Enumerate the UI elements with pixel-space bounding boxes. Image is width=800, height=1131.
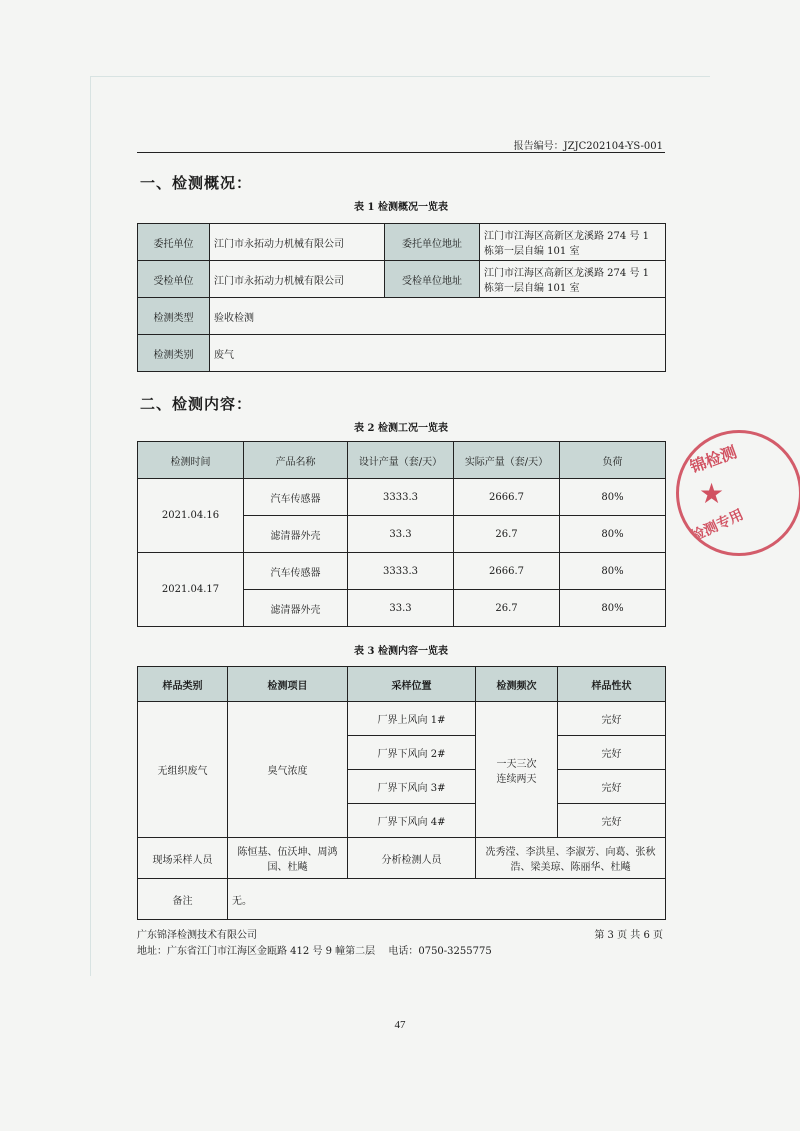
column-header: 样品类别 [138, 667, 228, 702]
sample-state: 完好 [558, 736, 666, 770]
table2-caption: 表 2 检测工况一览表 [354, 423, 448, 434]
product-name: 滤清器外壳 [244, 516, 348, 553]
remark-value: 无。 [228, 879, 666, 920]
table-value: 废气 [210, 335, 666, 372]
field-sampling-label: 现场采样人员 [138, 838, 228, 879]
table-row [138, 298, 666, 335]
table-value: 江门市永拓动力机械有限公司 [210, 224, 385, 261]
test-date: 2021.04.17 [138, 553, 244, 627]
actual-output: 2666.7 [454, 553, 560, 590]
table-value: 江门市永拓动力机械有限公司 [210, 261, 385, 298]
table-label: 检测类别 [138, 335, 210, 372]
column-header: 检测时间 [138, 442, 244, 479]
table-row [138, 224, 666, 261]
page-number: 47 [394, 1019, 406, 1031]
header-rule [137, 152, 665, 153]
table-label: 委托单位 [138, 224, 210, 261]
table-row [138, 553, 666, 590]
table-row [138, 702, 666, 736]
table-label: 受检单位地址 [385, 261, 480, 298]
seal-star-icon: ★ [699, 477, 725, 510]
working-condition-table [137, 441, 666, 627]
table-row [138, 335, 666, 372]
field-sampling-people: 陈恒基、伍沃坤、周鸿国、杜飚 [228, 838, 348, 879]
table-header-row [138, 442, 666, 479]
remark-label: 备注 [138, 879, 228, 920]
column-header: 检测频次 [476, 667, 558, 702]
load-percent: 80% [560, 479, 666, 516]
seal-text-top: 锦检测 [687, 442, 740, 477]
sampling-position: 厂界下风向 2# [348, 736, 476, 770]
table-row [138, 479, 666, 516]
analysis-label: 分析检测人员 [348, 838, 476, 879]
table-row [138, 879, 666, 920]
design-output: 3333.3 [348, 553, 454, 590]
product-name: 滤清器外壳 [244, 590, 348, 627]
section-title-content: 二、检测内容： [140, 395, 253, 413]
column-header: 采样位置 [348, 667, 476, 702]
table-label: 委托单位地址 [385, 224, 480, 261]
actual-output: 26.7 [454, 516, 560, 553]
actual-output: 2666.7 [454, 479, 560, 516]
sampling-position: 厂界上风向 1# [348, 702, 476, 736]
column-header: 样品性状 [558, 667, 666, 702]
design-output: 33.3 [348, 516, 454, 553]
scan-frame-line [90, 76, 91, 976]
sampling-position: 厂界下风向 4# [348, 804, 476, 838]
table-value: 江门市江海区高新区龙溪路 274 号 1 栋第一层自编 101 室 [480, 261, 666, 298]
sample-state: 完好 [558, 770, 666, 804]
load-percent: 80% [560, 553, 666, 590]
table-row [138, 838, 666, 879]
footer-company: 广东锦泽检测技术有限公司 [137, 930, 257, 941]
sampling-position: 厂界下风向 3# [348, 770, 476, 804]
table-header-row [138, 667, 666, 702]
column-header: 设计产量（套/天） [348, 442, 454, 479]
table-label: 检测类型 [138, 298, 210, 335]
table-value: 验收检测 [210, 298, 666, 335]
footer-page-info: 第 3 页 共 6 页 [594, 930, 663, 941]
analysis-people: 冼秀滢、李洪星、李淑芳、向葛、张秋浩、梁美琼、陈丽华、杜飚 [476, 838, 666, 879]
overview-table [137, 223, 666, 372]
table-value: 江门市江海区高新区龙溪路 274 号 1 栋第一层自编 101 室 [480, 224, 666, 261]
column-header: 负荷 [560, 442, 666, 479]
section-title-overview: 一、检测概况： [140, 174, 253, 192]
design-output: 33.3 [348, 590, 454, 627]
column-header: 检测项目 [228, 667, 348, 702]
table3-caption: 表 3 检测内容一览表 [354, 646, 448, 657]
column-header: 实际产量（套/天） [454, 442, 560, 479]
design-output: 3333.3 [348, 479, 454, 516]
actual-output: 26.7 [454, 590, 560, 627]
test-date: 2021.04.16 [138, 479, 244, 553]
report-number: 报告编号：JZJC202104-YS-001 [513, 141, 663, 152]
table-row [138, 261, 666, 298]
product-name: 汽车传感器 [244, 553, 348, 590]
table-label: 受检单位 [138, 261, 210, 298]
load-percent: 80% [560, 516, 666, 553]
product-name: 汽车传感器 [244, 479, 348, 516]
load-percent: 80% [560, 590, 666, 627]
footer-address: 地址：广东省江门市江海区金瓯路 412 号 9 幢第二层 电话：0750-3255775 [137, 946, 492, 957]
official-seal [676, 430, 800, 556]
test-item: 臭气浓度 [228, 702, 348, 838]
sample-state: 完好 [558, 702, 666, 736]
sample-state: 完好 [558, 804, 666, 838]
scan-frame-line [90, 76, 710, 77]
column-header: 产品名称 [244, 442, 348, 479]
sample-category: 无组织废气 [138, 702, 228, 838]
table1-caption: 表 1 检测概况一览表 [354, 202, 448, 213]
seal-text-bottom: 检测专用 [688, 506, 747, 545]
test-frequency: 一天三次 连续两天 [476, 702, 558, 838]
test-content-table [137, 666, 666, 920]
